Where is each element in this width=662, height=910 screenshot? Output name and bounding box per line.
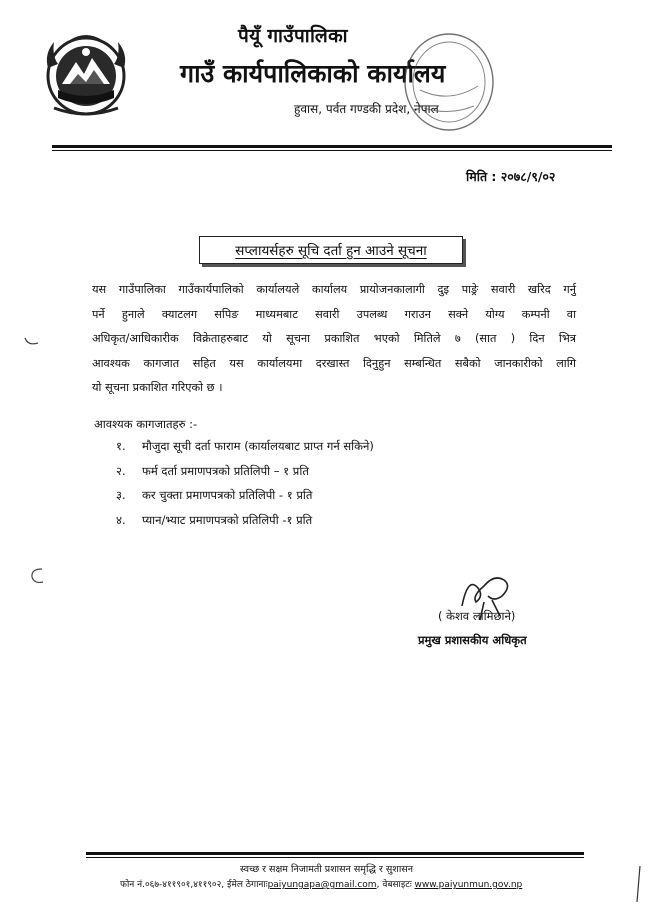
notice-title: सप्लायर्सहरु सूचि दर्ता हुन आउने सूचना (235, 243, 427, 259)
office-title: गाउँ कार्यपालिकाको कार्यालय (180, 59, 446, 88)
signatory-designation: प्रमुख प्रशासकीय अधिकृत (418, 633, 527, 647)
scan-edge-mark (634, 864, 644, 904)
notice-title-box (199, 236, 463, 264)
footer-email-label: ईमेल ठेगानाः (227, 880, 268, 890)
date-value: २०७८/९/०२ (500, 169, 556, 184)
footer-phone: फोन नं.०६७-४११९०१,४११९०२, (120, 880, 225, 890)
list-item: ३. कर चुक्ता प्रमाणपत्रको प्रतिलिपी - १ प्रति (116, 488, 313, 502)
nepal-emblem-icon (40, 28, 132, 120)
list-item: २. फर्म दर्ता प्रमाणपत्रको प्रतिलिपी – १ प्रति (116, 463, 309, 478)
signatory-name: ( केशव लामिछाने) (438, 609, 516, 623)
notice-line: पर्ने हुनाले क्याटलग सपिङ माध्यमबाट सवारी उपलब्ध गराउन सक्ने योग्य कम्पनी वा (92, 307, 576, 321)
footer-contact: फोन नं.०६७-४११९०१,४११९०२, ईमेल ठेगानाःpaiyungapa@gmail.com, वेबसाइटः www.paiyunmun.gov.np (120, 880, 523, 890)
list-item: १. मौजुदा सूची दर्ता फाराम (कार्यालयबाट प्राप्त गर्न सकिने) (116, 439, 374, 453)
municipality-name: पैयूँ गाउँपालिका (238, 25, 348, 47)
documents-heading: आवश्यक कागजातहरु :- (94, 417, 198, 431)
list-item: ४. प्यान/भ्याट प्रमाणपत्रको प्रतिलिपी -१ प्रति (116, 512, 313, 527)
documents-list (116, 434, 374, 532)
footer-website-label: वेबसाइटः (382, 880, 412, 890)
office-address: हुवास, पर्वत गण्डकी प्रदेश, नेपाल (294, 102, 439, 116)
punch-hole-mark (28, 566, 48, 586)
issue-date (466, 168, 555, 185)
footer-website-link[interactable]: www.paiyunmun.gov.np (414, 880, 523, 890)
notice-body (92, 278, 576, 401)
date-label: मिति : (466, 169, 497, 184)
footer-slogan: स्वच्छ र सक्षम निजामती प्रशासन समृद्धि र सुशासन (240, 864, 413, 875)
notice-line: आवश्यक कागजात सहित यस कार्यालयमा दरखास्त दिनुहुन सम्बन्धित सबैको जानकारीको लागि (92, 356, 576, 370)
notice-line: यस गाउँपालिका गाउँकार्यपालिको कार्यालयले कार्यालय प्रायोजनकालागी दुइ पाङ्रे सवारी खरिद गर्नु (92, 283, 576, 296)
office-seal-stamp (396, 20, 502, 138)
notice-line: अधिकृत/आधिकारीक विक्रेताहरुबाट यो सूचना प्रकाशित भएको मितिले ७ (सात ) दिन भित्र (92, 332, 576, 346)
notice-line: यो सूचना प्रकाशित गरिएको छ । (92, 381, 223, 395)
footer-rule-thin (86, 857, 584, 858)
punch-hole-mark (22, 330, 42, 350)
footer-email-link[interactable]: paiyungapa@gmail.com (267, 880, 377, 890)
header-rule-thin (52, 150, 612, 151)
footer-rule-thick (86, 852, 584, 855)
header-rule-thick (52, 145, 612, 148)
